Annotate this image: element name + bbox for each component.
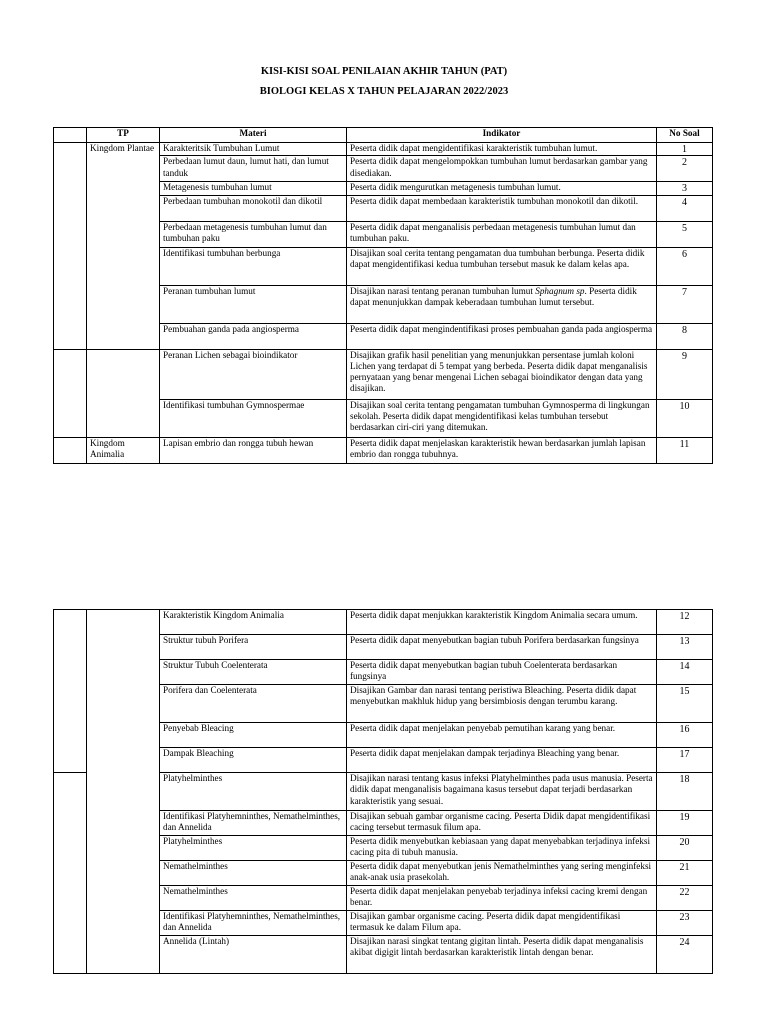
indikator-cell: Disajikan gambar organisme cacing. Peserta didik dapat mengidentifikasi termasuk ke dalam Filum apa.	[347, 911, 657, 936]
kisi-kisi-table-page-2	[53, 609, 713, 974]
materi-cell: Identifikasi Platyhemninthes, Nemathelminthes, dan Annelida	[160, 811, 347, 836]
no-soal-cell: 18	[657, 773, 713, 811]
indikator-cell: Disajikan narasi singkat tentang gigitan lintah. Peserta didik dapat menganalisis akibat digigit lintah berdasarkan karakteristik lintah dengan benar.	[347, 936, 657, 974]
no-soal-cell: 4	[657, 195, 713, 221]
materi-cell: Struktur Tubuh Coelenterata	[160, 660, 347, 685]
indikator-cell: Peserta didik menyebutkan kebiasaan yang dapat menyebabkan terjadinya infeksi cacing pita di tubuh manusia.	[347, 836, 657, 861]
table-row	[54, 143, 713, 156]
indikator-text-start: Disajikan narasi tentang peranan tumbuhan lumut	[350, 285, 536, 296]
materi-cell: Peranan Lichen sebagai bioindikator	[160, 349, 347, 399]
document-title-block	[0, 66, 768, 98]
indikator-cell: Peserta didik dapat menjelakan penyebab terjadinya infeksi cacing kremi dengan benar.	[347, 886, 657, 911]
indikator-text-end: . Peserta didik dapat menunjukkan dampak keberadaan tumbuhan lumut tersebut.	[350, 285, 637, 307]
tp-header: TP	[87, 128, 160, 143]
materi-cell: Dampak Bleaching	[160, 748, 347, 773]
no-soal-cell: 15	[657, 685, 713, 723]
materi-cell: Annelida (Lintah)	[160, 936, 347, 974]
no-soal-cell: 5	[657, 221, 713, 247]
materi-cell: Perbedaan tumbuhan monokotil dan dikotil	[160, 195, 347, 221]
indikator-cell: Peserta didik dapat menyebutkan bagian tubuh Coelenterata berdasarkan fungsinya	[347, 660, 657, 685]
blank-tp-cell	[87, 610, 160, 974]
species-name: Sphagnum sp	[535, 285, 585, 296]
indikator-cell: Peserta didik dapat menyebutkan jenis Nemathelminthes yang sering menginfeksi anak-anak usia prasekolah.	[347, 861, 657, 886]
indikator-cell: Disajikan grafik hasil penelitian yang menunjukkan persentase jumlah koloni Lichen yang terdapat di 5 tempat yang berbeda. Peserta didik dapat menganalisis pernyataan yang benar mengenai Lichen sebagai bioindikator dengan data yang disajikan.	[347, 349, 657, 399]
materi-cell: Perbedaan lumut daun, lumut hati, dan lumut tanduk	[160, 156, 347, 182]
no-soal-cell: 10	[657, 399, 713, 437]
no-soal-cell: 8	[657, 323, 713, 349]
indikator-cell: Peserta didik dapat menjelaskan karakteristik hewan berdasarkan jumlah lapisan embrio dan rongga tubuhnya.	[347, 437, 657, 463]
no-soal-cell: 11	[657, 437, 713, 463]
materi-header: Materi	[160, 128, 347, 143]
no-soal-cell: 3	[657, 182, 713, 195]
materi-cell: Identifikasi tumbuhan Gymnospermae	[160, 399, 347, 437]
no-soal-cell: 23	[657, 911, 713, 936]
materi-cell: Platyhelminthes	[160, 773, 347, 811]
indikator-header: Indikator	[347, 128, 657, 143]
indikator-cell: Peserta didik dapat mengindentifikasi proses pembuahan ganda pada angiosperma	[347, 323, 657, 349]
indikator-cell: Peserta didik dapat menjelakan dampak terjadinya Bleaching yang benar.	[347, 748, 657, 773]
no-soal-cell: 2	[657, 156, 713, 182]
blank-cell	[54, 773, 87, 974]
no-soal-cell: 9	[657, 349, 713, 399]
tp-cell: Kingdom Animalia	[87, 437, 160, 463]
materi-cell: Peranan tumbuhan lumut	[160, 285, 347, 323]
blank-cell	[54, 437, 87, 463]
table-row	[54, 437, 713, 463]
indikator-cell: Peserta didik dapat mengelompokkan tumbuhan lumut berdasarkan gambar yang disediakan.	[347, 156, 657, 182]
materi-cell: Lapisan embrio dan rongga tubuh hewan	[160, 437, 347, 463]
no-soal-cell: 24	[657, 936, 713, 974]
empty-header-cell	[54, 128, 87, 143]
tp-cell: Kingdom Plantae	[87, 143, 160, 350]
materi-cell: Struktur tubuh Porifera	[160, 635, 347, 660]
no-soal-cell: 13	[657, 635, 713, 660]
table-header-row	[54, 128, 713, 143]
no-soal-cell: 12	[657, 610, 713, 635]
no-soal-cell: 1	[657, 143, 713, 156]
indikator-cell	[347, 285, 657, 323]
indikator-cell: Peserta didik dapat membedaan karakteristik tumbuhan monokotil dan dikotil.	[347, 195, 657, 221]
materi-cell: Pembuahan ganda pada angiosperma	[160, 323, 347, 349]
document-title: KISI-KISI SOAL PENILAIAN AKHIR TAHUN (PAT)	[260, 66, 508, 77]
materi-cell: Identifikasi Platyhemninthes, Nemathelminthes, dan Annelida	[160, 911, 347, 936]
blank-cell	[54, 143, 87, 350]
indikator-cell: Disajikan narasi tentang kasus infeksi Platyhelminthes pada usus manusia. Peserta didik dapat menganalisis bagaimana kasus tersebut dapat terjadi berdasarkan karakteristik yang sesuai.	[347, 773, 657, 811]
no-soal-cell: 17	[657, 748, 713, 773]
table-row	[54, 610, 713, 635]
materi-cell: Karakteritsik Tumbuhan Lumut	[160, 143, 347, 156]
materi-cell: Nemathelminthes	[160, 886, 347, 911]
no-soal-header: No Soal	[657, 128, 713, 143]
no-soal-cell: 16	[657, 723, 713, 748]
no-soal-cell: 6	[657, 247, 713, 285]
document-subtitle: BIOLOGI KELAS X TAHUN PELAJARAN 2022/2023	[259, 86, 509, 97]
materi-cell: Karakteristik Kingdom Animalia	[160, 610, 347, 635]
materi-cell: Perbedaan metagenesis tumbuhan lumut dan tumbuhan paku	[160, 221, 347, 247]
indikator-cell: Disajikan Gambar dan narasi tentang peristiwa Bleaching. Peserta didik dapat menyebutkan makhluk hidup yang bersimbiosis dengan terumbu karang.	[347, 685, 657, 723]
materi-cell: Metagenesis tumbuhan lumut	[160, 182, 347, 195]
materi-cell: Identifikasi tumbuhan berbunga	[160, 247, 347, 285]
indikator-cell: Peserta didik dapat menganalisis perbedaan metagenesis tumbuhan lumut dan tumbuhan paku.	[347, 221, 657, 247]
no-soal-cell: 22	[657, 886, 713, 911]
no-soal-cell: 7	[657, 285, 713, 323]
indikator-cell: Disajikan sebuah gambar organisme cacing. Peserta Didik dapat mengidentifikasi cacing tersebut termasuk filum apa.	[347, 811, 657, 836]
materi-cell: Penyebab Bleacing	[160, 723, 347, 748]
indikator-cell: Peserta didik dapat menyebutkan bagian tubuh Porifera berdasarkan fungsinya	[347, 635, 657, 660]
indikator-cell: Peserta didik dapat mengidentifikasi karakteristik tumbuhan lumut.	[347, 143, 657, 156]
indikator-cell: Peserta didik mengurutkan metagenesis tumbuhan lumut.	[347, 182, 657, 195]
indikator-cell: Peserta didik dapat menjukkan karakteristik Kingdom Animalia secara umum.	[347, 610, 657, 635]
kisi-kisi-table-page-1	[53, 127, 713, 464]
indikator-cell: Peserta didik dapat menjelakan penyebab pemutihan karang yang benar.	[347, 723, 657, 748]
materi-cell: Platyhelminthes	[160, 836, 347, 861]
blank-tp-cell	[87, 349, 160, 437]
materi-cell: Nemathelminthes	[160, 861, 347, 886]
no-soal-cell: 19	[657, 811, 713, 836]
indikator-cell: Disajikan soal cerita tentang pengamatan tumbuhan Gymnosperma di lingkungan sekolah. Peserta didik dapat mengidentifikasi kelas tumbuhan tersebut berdasarkan ciri-ciri yang ditemukan.	[347, 399, 657, 437]
materi-cell: Porifera dan Coelenterata	[160, 685, 347, 723]
no-soal-cell: 21	[657, 861, 713, 886]
blank-cell	[54, 349, 87, 437]
no-soal-cell: 20	[657, 836, 713, 861]
blank-cell	[54, 610, 87, 773]
indikator-cell: Disajikan soal cerita tentang pengamatan dua tumbuhan berbunga. Peserta didik dapat mengidentifikasi kedua tumbuhan tersebut masuk ke dalam kelas apa.	[347, 247, 657, 285]
table-row	[54, 349, 713, 399]
no-soal-cell: 14	[657, 660, 713, 685]
